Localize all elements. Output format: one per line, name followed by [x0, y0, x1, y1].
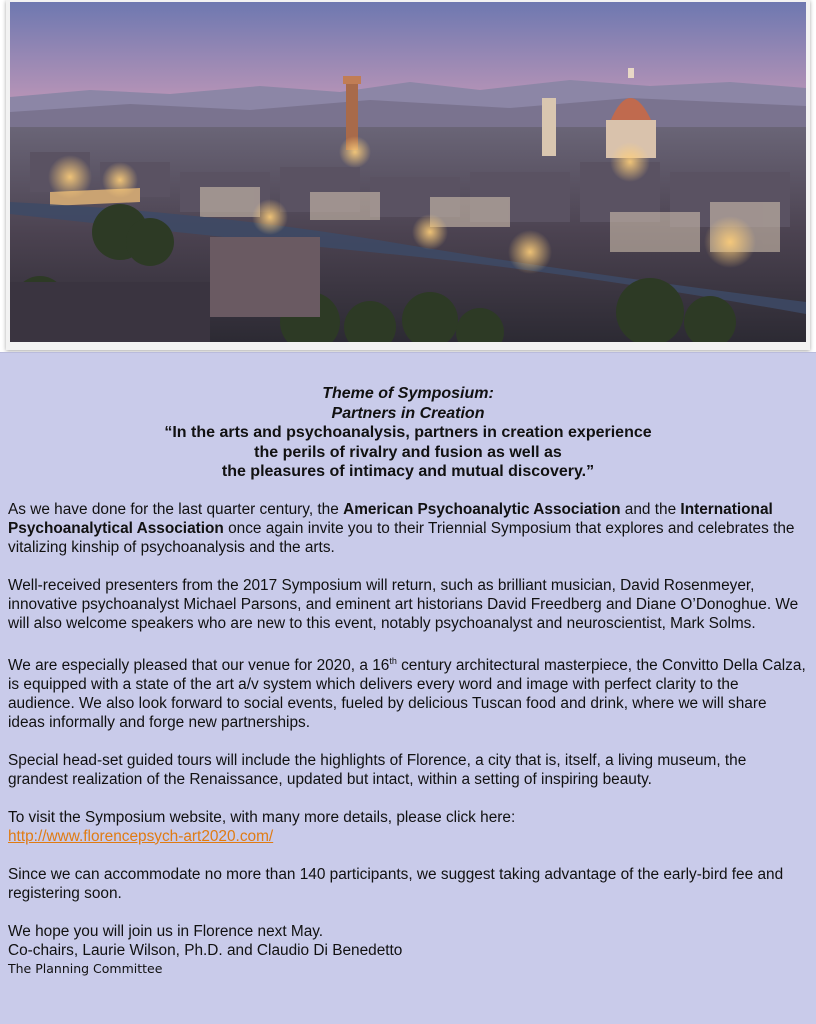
cochairs-line: Co-chairs, Laurie Wilson, Ph.D. and Claudio Di Benedetto — [8, 941, 403, 959]
intro-text: and the — [620, 500, 681, 518]
registration-paragraph: Since we can accommodate no more than 140 participants, we suggest taking advantage of the early-bird fee and registering soon. — [8, 865, 784, 902]
website-paragraph — [0, 808, 816, 846]
website-text: To visit the Symposium website, with many more details, please click here: — [8, 808, 516, 826]
florence-skyline-photo — [10, 2, 806, 342]
venue-text: We are especially pleased that our venue for 2020, a 16 — [8, 656, 390, 674]
intro-text: once again invite you to their Triennial Symposium that explores and celebrates the vitalizing kinship of psychoanalysis and the arts. — [8, 519, 795, 556]
ipa-name: International Psychoanalytical Association — [8, 500, 773, 537]
venue-paragraph — [0, 652, 816, 732]
theme-subheading: Partners in Creation — [331, 404, 485, 422]
ordinal-suffix: th — [389, 655, 397, 666]
theme-quote-line: the perils of rivalry and fusion as well as — [254, 443, 562, 461]
symposium-website-link[interactable]: http://www.florencepsych-art2020.com/ — [8, 827, 274, 845]
planning-committee-signature: The Planning Committee — [8, 960, 163, 976]
intro-text: As we have done for the last quarter century, the — [8, 500, 344, 518]
tours-paragraph: Special head-set guided tours will include the highlights of Florence, a city that is, itself, a living museum, the grandest realization of the Renaissance, updated but intact, within a setting of inspiring beauty. — [8, 751, 747, 788]
theme-heading: Theme of Symposium: — [322, 385, 494, 402]
apsaa-name: American Psychoanalytic Association — [343, 500, 621, 518]
theme-quote-line: “In the arts and psychoanalysis, partners in creation experience — [164, 424, 652, 441]
theme-quote-line: the pleasures of intimacy and mutual discovery.” — [221, 463, 595, 480]
symposium-theme — [0, 384, 816, 482]
presenters-paragraph: Well-received presenters from the 2017 Symposium will return, such as brilliant musician, David Rosenmeyer, innovative psychoanalyst Michael Parsons, and eminent art historians David Freedberg and Diane O’Donoghue. We will also welcome speakers who are new to this event, notably psychoanalyst and neuroscientist, Mark Solms. — [8, 576, 799, 632]
invitation-panel — [0, 352, 816, 1024]
closing-line: We hope you will join us in Florence next May. — [8, 922, 324, 940]
intro-paragraph — [0, 500, 816, 557]
venue-text: century architectural masterpiece, the Convitto Della Calza, is equipped with a state of the art a/v system which delivers every word and image with perfect clarity to the audience. We also look forward to social events, fueled by delicious Tuscan food and drink, where we will share ideas informally and forge new partnerships. — [8, 656, 806, 731]
